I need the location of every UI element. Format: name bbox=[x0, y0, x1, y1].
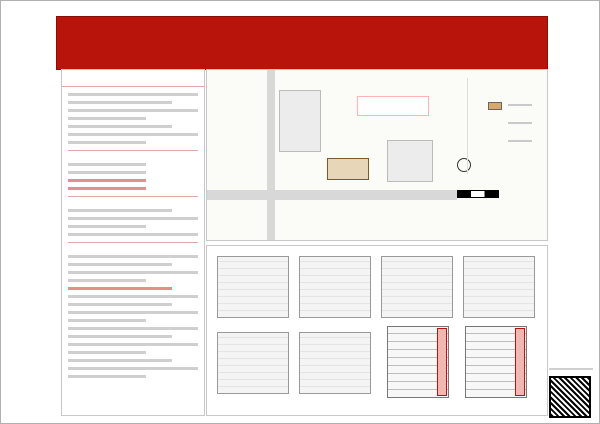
text-line bbox=[68, 141, 146, 144]
legend-line bbox=[508, 140, 532, 142]
text-line bbox=[68, 335, 172, 338]
notice-panel bbox=[61, 69, 205, 416]
title-banner bbox=[56, 16, 548, 70]
text-line bbox=[68, 217, 198, 220]
notice-separator bbox=[68, 242, 198, 243]
qr-caption bbox=[549, 365, 593, 373]
notice-separator bbox=[68, 150, 198, 151]
legend-line bbox=[508, 104, 532, 106]
text-line bbox=[68, 255, 198, 258]
floor-plan bbox=[217, 256, 289, 318]
text-line bbox=[68, 109, 198, 112]
elevator-shaft bbox=[515, 328, 525, 396]
text-line bbox=[68, 101, 172, 104]
site-plan bbox=[206, 69, 548, 241]
site-callout bbox=[357, 96, 429, 116]
target-building bbox=[327, 158, 369, 180]
text-line bbox=[68, 163, 146, 166]
drawings-panel bbox=[206, 69, 546, 414]
floor-plan bbox=[299, 256, 371, 318]
notice-instructions bbox=[62, 249, 204, 378]
road bbox=[207, 190, 457, 200]
highlight-line bbox=[68, 179, 146, 182]
notice-body bbox=[62, 87, 204, 144]
text-line bbox=[68, 117, 146, 120]
text-line bbox=[68, 171, 146, 174]
notice-heading bbox=[62, 70, 204, 87]
floor-plan bbox=[381, 256, 453, 318]
notice-separator bbox=[68, 196, 198, 197]
legend bbox=[467, 78, 538, 174]
text-line bbox=[68, 311, 198, 314]
floor-plan bbox=[217, 332, 289, 394]
text-line bbox=[68, 209, 172, 212]
text-line bbox=[68, 263, 172, 266]
highlight-line bbox=[68, 287, 172, 290]
text-line bbox=[68, 375, 146, 378]
text-line bbox=[68, 327, 198, 330]
text-line bbox=[68, 271, 198, 274]
legend-swatch bbox=[488, 102, 502, 110]
highlight-line bbox=[68, 187, 146, 190]
floor-plan bbox=[299, 332, 371, 394]
notice-details bbox=[62, 157, 204, 190]
road bbox=[267, 70, 275, 240]
text-line bbox=[68, 125, 172, 128]
text-line bbox=[68, 351, 146, 354]
text-line bbox=[68, 279, 146, 282]
qr-code-icon bbox=[549, 376, 591, 418]
text-line bbox=[68, 367, 198, 370]
floor-plans bbox=[206, 245, 548, 416]
elevator-shaft bbox=[437, 328, 447, 396]
legend-line bbox=[508, 122, 532, 124]
text-line bbox=[68, 343, 198, 346]
text-line bbox=[68, 93, 198, 96]
text-line bbox=[68, 133, 198, 136]
text-line bbox=[68, 225, 146, 228]
text-line bbox=[68, 295, 198, 298]
notice-applicant bbox=[62, 203, 204, 236]
building-block bbox=[279, 90, 321, 152]
text-line bbox=[68, 359, 172, 362]
floor-plan bbox=[463, 256, 535, 318]
text-line bbox=[68, 303, 172, 306]
building-block bbox=[387, 140, 433, 182]
scale-bar bbox=[457, 190, 499, 198]
text-line bbox=[68, 319, 146, 322]
text-line bbox=[68, 233, 198, 236]
